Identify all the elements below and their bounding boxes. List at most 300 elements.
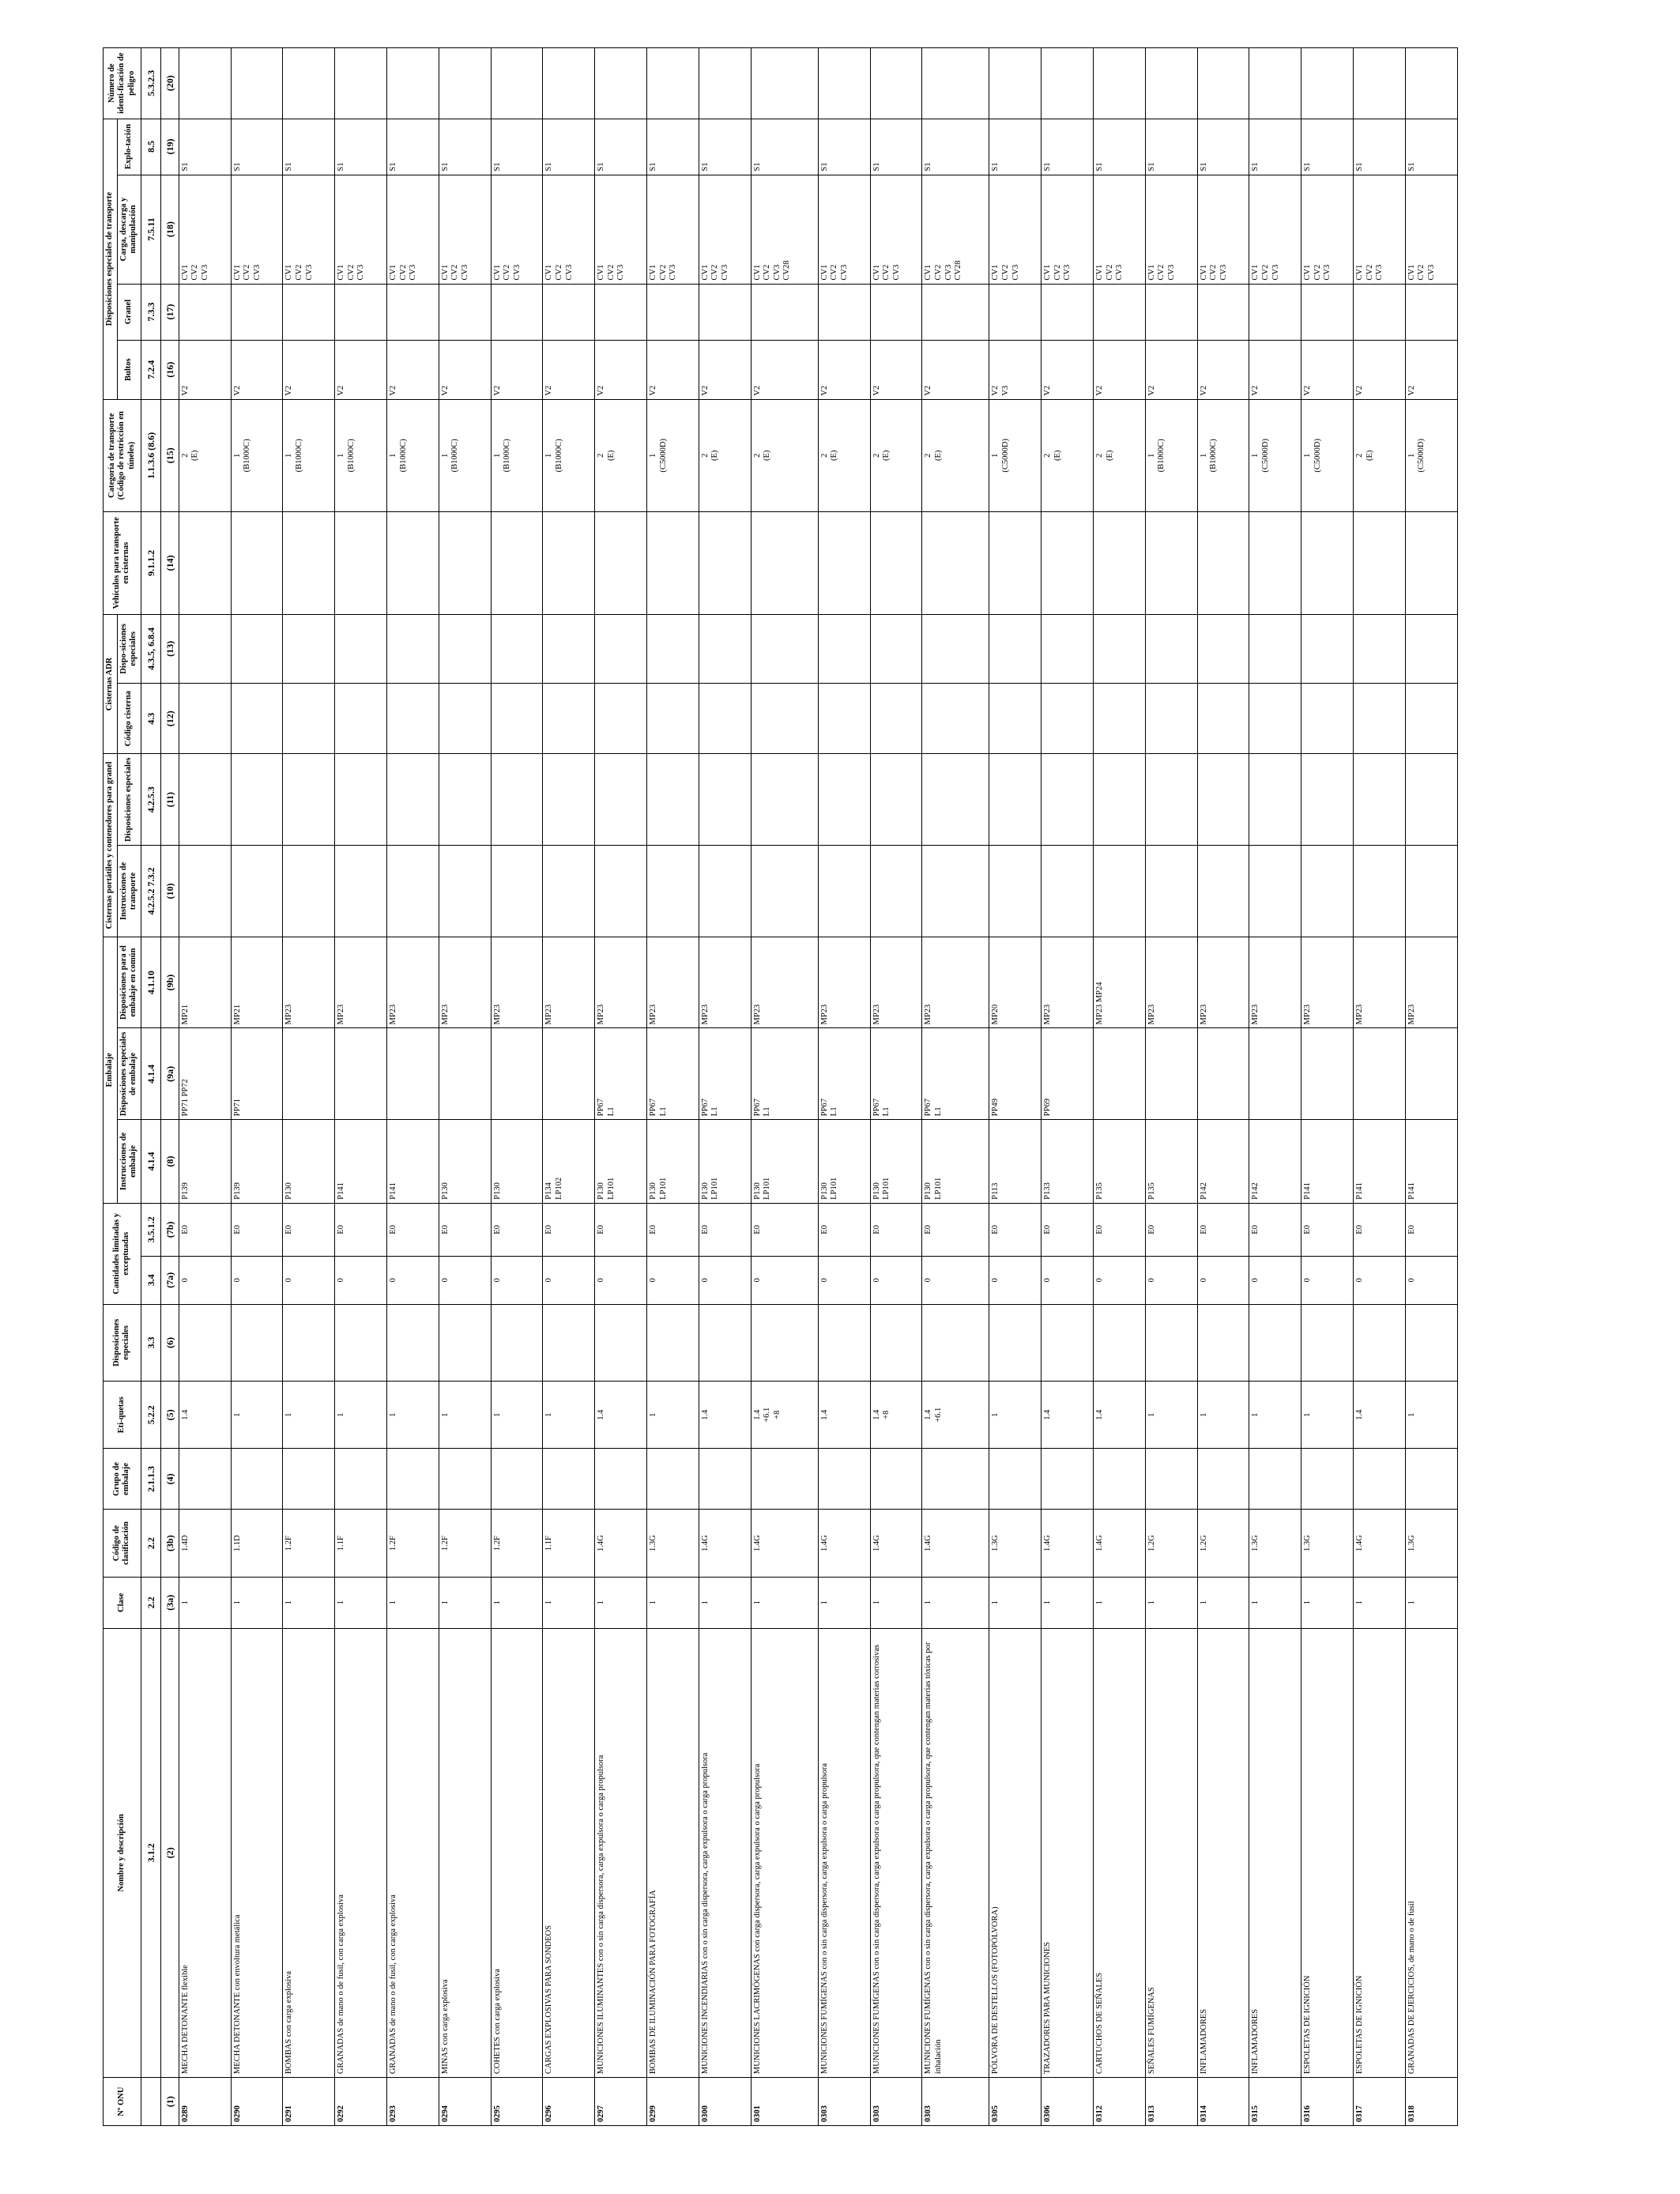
loading-provision-cell: CV1 CV2 CV3 bbox=[1249, 175, 1301, 284]
reference-cell: 4.1.4 bbox=[141, 1120, 160, 1204]
un-number-cell: 0306 bbox=[1042, 2078, 1094, 2126]
header-pt-special: Disposiciones especiales bbox=[117, 754, 141, 846]
class-code-cell: 1.4G bbox=[870, 1510, 922, 1577]
header-operation: Explo-tación bbox=[117, 119, 141, 175]
transport-category-cell: 1 (C5000D) bbox=[1405, 399, 1457, 511]
table-row bbox=[231, 48, 283, 2126]
mixed-packing-cell: MP23 bbox=[1354, 937, 1406, 1028]
labels-cell: 1.4 bbox=[595, 1382, 647, 1449]
un-number-cell: 0290 bbox=[231, 2078, 283, 2126]
column-number-cell: (15) bbox=[160, 399, 179, 511]
name-cell: TRAZADORES PARA MUNICIONES bbox=[1042, 1628, 1094, 2077]
special-provisions-cell bbox=[283, 1304, 335, 1381]
class-code-cell: 1.3G bbox=[646, 1510, 699, 1577]
vehicle-tank-cell bbox=[989, 511, 1042, 614]
vehicle-tank-cell bbox=[818, 511, 870, 614]
operation-provision-cell: S1 bbox=[1094, 119, 1146, 175]
reference-cell: 4.3.5, 6.8.4 bbox=[141, 614, 160, 683]
pt-instruction-cell bbox=[179, 846, 231, 937]
tank-special-cell bbox=[179, 614, 231, 683]
tank-code-cell bbox=[491, 684, 543, 754]
class-code-cell: 1.4G bbox=[1094, 1510, 1146, 1577]
un-number-cell: 0314 bbox=[1197, 2078, 1249, 2126]
packages-provision-cell: V2 bbox=[491, 340, 543, 399]
transport-category-cell: 2 (E) bbox=[922, 399, 989, 511]
packing-group-cell bbox=[386, 1449, 439, 1510]
operation-provision-cell: S1 bbox=[179, 119, 231, 175]
class-code-cell: 1.1D bbox=[231, 1510, 283, 1577]
labels-cell: 1.4 +8 bbox=[870, 1382, 922, 1449]
transport-category-cell: 1 (B1000C) bbox=[491, 399, 543, 511]
loading-provision-cell: CV1 CV2 CV3 bbox=[335, 175, 387, 284]
bulk-provision-cell bbox=[1145, 284, 1197, 340]
class-cell: 1 bbox=[335, 1577, 387, 1628]
transport-category-cell: 1 (B1000C) bbox=[1145, 399, 1197, 511]
class-cell: 1 bbox=[1354, 1577, 1406, 1628]
packing-special-cell bbox=[335, 1028, 387, 1120]
packing-special-cell: PP71 bbox=[231, 1028, 283, 1120]
pt-special-cell bbox=[699, 754, 751, 846]
header-pack-instructions: Instrucciones de embalaje bbox=[117, 1120, 141, 1204]
bulk-provision-cell bbox=[989, 284, 1042, 340]
loading-provision-cell: CV1 CV2 CV3 bbox=[491, 175, 543, 284]
table-row bbox=[1197, 48, 1249, 2126]
packing-instruction-cell: P130 LP101 bbox=[922, 1120, 989, 1204]
pt-special-cell bbox=[1042, 754, 1094, 846]
packing-instruction-cell: P113 bbox=[989, 1120, 1042, 1204]
packing-special-cell: PP67 L1 bbox=[699, 1028, 751, 1120]
excepted-qty-cell: E0 bbox=[1145, 1203, 1197, 1256]
un-number-cell: 0315 bbox=[1249, 2078, 1301, 2126]
transport-category-cell: 2 (E) bbox=[818, 399, 870, 511]
packing-instruction-cell: P130 LP101 bbox=[699, 1120, 751, 1204]
limited-qty-cell: 0 bbox=[386, 1256, 439, 1304]
column-number-cell: (17) bbox=[160, 284, 179, 340]
mixed-packing-cell: MP23 bbox=[491, 937, 543, 1028]
pt-instruction-cell bbox=[231, 846, 283, 937]
loading-provision-cell: CV1 CV2 CV3 bbox=[231, 175, 283, 284]
header-hazard-id: Número de identi-ficación de peligro bbox=[104, 48, 141, 119]
class-cell: 1 bbox=[699, 1577, 751, 1628]
vehicle-tank-cell bbox=[1145, 511, 1197, 614]
packing-group-cell bbox=[1042, 1449, 1094, 1510]
bulk-provision-cell bbox=[1249, 284, 1301, 340]
pt-instruction-cell bbox=[1405, 846, 1457, 937]
packing-special-cell bbox=[491, 1028, 543, 1120]
name-cell: CARGAS EXPLOSIVAS PARA SONDEOS bbox=[543, 1628, 595, 2077]
table-row bbox=[595, 48, 647, 2126]
class-code-cell: 1.1F bbox=[543, 1510, 595, 1577]
packing-group-cell bbox=[491, 1449, 543, 1510]
tank-code-cell bbox=[922, 684, 989, 754]
un-number-cell: 0296 bbox=[543, 2078, 595, 2126]
table-row bbox=[386, 48, 439, 2126]
column-number-cell: (6) bbox=[160, 1304, 179, 1381]
special-provisions-cell bbox=[543, 1304, 595, 1381]
pt-instruction-cell bbox=[646, 846, 699, 937]
header-tank-special: Dispo-siciones especiales bbox=[117, 614, 141, 683]
un-number-cell: 0293 bbox=[386, 2078, 439, 2126]
packing-instruction-cell: P130 bbox=[283, 1120, 335, 1204]
pt-instruction-cell bbox=[595, 846, 647, 937]
header-loading: Carga, descarga y manipulación bbox=[117, 175, 141, 284]
packing-group-cell bbox=[922, 1449, 989, 1510]
labels-cell: 1.4 bbox=[1042, 1382, 1094, 1449]
packages-provision-cell: V2 bbox=[1301, 340, 1354, 399]
tank-special-cell bbox=[595, 614, 647, 683]
name-cell: COHETES con carga explosiva bbox=[491, 1628, 543, 2077]
table-row bbox=[1354, 48, 1406, 2126]
bulk-provision-cell bbox=[595, 284, 647, 340]
limited-qty-cell: 0 bbox=[1042, 1256, 1094, 1304]
packing-special-cell bbox=[543, 1028, 595, 1120]
labels-cell: 1.4 bbox=[179, 1382, 231, 1449]
reference-cell: 8.5 bbox=[141, 119, 160, 175]
loading-provision-cell: CV1 CV2 CV3 bbox=[870, 175, 922, 284]
operation-provision-cell: S1 bbox=[646, 119, 699, 175]
mixed-packing-cell: MP21 bbox=[179, 937, 231, 1028]
table-row bbox=[1405, 48, 1457, 2126]
hazard-id-cell bbox=[439, 48, 491, 119]
excepted-qty-cell: E0 bbox=[699, 1203, 751, 1256]
name-cell: GRANADAS de mano o de fusil, con carga explosiva bbox=[386, 1628, 439, 2077]
column-number-cell: (4) bbox=[160, 1449, 179, 1510]
excepted-qty-cell: E0 bbox=[646, 1203, 699, 1256]
class-cell: 1 bbox=[922, 1577, 989, 1628]
un-number-cell: 0303 bbox=[922, 2078, 989, 2126]
pt-special-cell bbox=[283, 754, 335, 846]
class-code-cell: 1.4G bbox=[751, 1510, 818, 1577]
packing-group-cell bbox=[1301, 1449, 1354, 1510]
name-cell: SEÑALES FUMÍGENAS bbox=[1145, 1628, 1197, 2077]
transport-category-cell: 2 (E) bbox=[1094, 399, 1146, 511]
mixed-packing-cell: MP23 bbox=[699, 937, 751, 1028]
vehicle-tank-cell bbox=[922, 511, 989, 614]
column-number-cell: (18) bbox=[160, 175, 179, 284]
packing-instruction-cell: P130 LP101 bbox=[646, 1120, 699, 1204]
mixed-packing-cell: MP23 bbox=[1301, 937, 1354, 1028]
packages-provision-cell: V2 bbox=[751, 340, 818, 399]
special-provisions-cell bbox=[491, 1304, 543, 1381]
table-row bbox=[1145, 48, 1197, 2126]
column-number-cell: (13) bbox=[160, 614, 179, 683]
packing-special-cell: PP67 L1 bbox=[818, 1028, 870, 1120]
limited-qty-cell: 0 bbox=[1301, 1256, 1354, 1304]
vehicle-tank-cell bbox=[751, 511, 818, 614]
packing-group-cell bbox=[1249, 1449, 1301, 1510]
tank-special-cell bbox=[1249, 614, 1301, 683]
class-cell: 1 bbox=[179, 1577, 231, 1628]
pt-special-cell bbox=[1301, 754, 1354, 846]
tank-special-cell bbox=[646, 614, 699, 683]
labels-cell: 1.4 bbox=[818, 1382, 870, 1449]
limited-qty-cell: 0 bbox=[751, 1256, 818, 1304]
tank-special-cell bbox=[543, 614, 595, 683]
name-cell: ESPOLETAS DE IGNICIÓN bbox=[1301, 1628, 1354, 2077]
transport-category-cell: 1 (B1000C) bbox=[386, 399, 439, 511]
class-code-cell: 1.2G bbox=[1197, 1510, 1249, 1577]
operation-provision-cell: S1 bbox=[1405, 119, 1457, 175]
labels-cell: 1 bbox=[1405, 1382, 1457, 1449]
special-provisions-cell bbox=[231, 1304, 283, 1381]
tank-code-cell bbox=[439, 684, 491, 754]
vehicle-tank-cell bbox=[1094, 511, 1146, 614]
mixed-packing-cell: MP23 bbox=[543, 937, 595, 1028]
class-cell: 1 bbox=[1042, 1577, 1094, 1628]
transport-category-cell: 1 (B1000C) bbox=[335, 399, 387, 511]
pt-special-cell bbox=[646, 754, 699, 846]
class-cell: 1 bbox=[989, 1577, 1042, 1628]
header-transport-category: Categoría de transporte (Código de restricción en túneles) bbox=[104, 399, 141, 511]
un-number-cell: 0312 bbox=[1094, 2078, 1146, 2126]
vehicle-tank-cell bbox=[646, 511, 699, 614]
loading-provision-cell: CV1 CV2 CV3 CV28 bbox=[751, 175, 818, 284]
labels-cell: 1.4 bbox=[1094, 1382, 1146, 1449]
class-cell: 1 bbox=[231, 1577, 283, 1628]
tank-code-cell bbox=[1249, 684, 1301, 754]
excepted-qty-cell: E0 bbox=[179, 1203, 231, 1256]
packing-instruction-cell: P130 LP101 bbox=[595, 1120, 647, 1204]
header-limited-quantities: Cantidades limitadas y exceptuadas bbox=[104, 1203, 141, 1304]
class-cell: 1 bbox=[1405, 1577, 1457, 1628]
pt-instruction-cell bbox=[1094, 846, 1146, 937]
packing-special-cell bbox=[386, 1028, 439, 1120]
packages-provision-cell: V2 bbox=[699, 340, 751, 399]
special-provisions-cell bbox=[1145, 1304, 1197, 1381]
table-row bbox=[1301, 48, 1354, 2126]
special-provisions-cell bbox=[1354, 1304, 1406, 1381]
mixed-packing-cell: MP23 bbox=[1042, 937, 1094, 1028]
class-cell: 1 bbox=[386, 1577, 439, 1628]
reference-cell: 5.3.2.3 bbox=[141, 48, 160, 119]
packing-instruction-cell: P130 bbox=[491, 1120, 543, 1204]
packages-provision-cell: V2 bbox=[922, 340, 989, 399]
column-number-cell: (11) bbox=[160, 754, 179, 846]
packing-group-cell bbox=[543, 1449, 595, 1510]
reference-cell: 4.2.5.2 7.3.2 bbox=[141, 846, 160, 937]
packing-special-cell bbox=[1405, 1028, 1457, 1120]
hazard-id-cell bbox=[1249, 48, 1301, 119]
packing-special-cell: PP67 L1 bbox=[922, 1028, 989, 1120]
class-cell: 1 bbox=[439, 1577, 491, 1628]
labels-cell: 1 bbox=[646, 1382, 699, 1449]
pt-special-cell bbox=[922, 754, 989, 846]
name-cell: MUNICIONES FUMÍGENAS con o sin carga dispersora, carga expulsora o carga propulsora, que contengan materias tóxicas por inhalación bbox=[922, 1628, 989, 2077]
class-code-cell: 1.3G bbox=[1301, 1510, 1354, 1577]
un-number-cell: 0295 bbox=[491, 2078, 543, 2126]
hazard-id-cell bbox=[646, 48, 699, 119]
special-provisions-cell bbox=[179, 1304, 231, 1381]
limited-qty-cell: 0 bbox=[231, 1256, 283, 1304]
reference-cell bbox=[141, 2078, 160, 2126]
excepted-qty-cell: E0 bbox=[989, 1203, 1042, 1256]
reference-cell: 2.2 bbox=[141, 1577, 160, 1628]
class-code-cell: 1.2F bbox=[439, 1510, 491, 1577]
pt-special-cell bbox=[179, 754, 231, 846]
mixed-packing-cell: MP23 bbox=[386, 937, 439, 1028]
name-cell: MUNICIONES FUMÍGENAS con o sin carga dispersora, carga expulsora o carga propulsora bbox=[818, 1628, 870, 2077]
header-packages: Bultos bbox=[117, 340, 141, 399]
table-row bbox=[922, 48, 989, 2126]
column-number-cell: (9a) bbox=[160, 1028, 179, 1120]
table-row bbox=[646, 48, 699, 2126]
column-number-cell: (2) bbox=[160, 1628, 179, 2077]
excepted-qty-cell: E0 bbox=[283, 1203, 335, 1256]
mixed-packing-cell: MP23 bbox=[1145, 937, 1197, 1028]
hazard-id-cell bbox=[179, 48, 231, 119]
tank-special-cell bbox=[870, 614, 922, 683]
packages-provision-cell: V2 bbox=[1405, 340, 1457, 399]
class-cell: 1 bbox=[491, 1577, 543, 1628]
mixed-packing-cell: MP23 bbox=[335, 937, 387, 1028]
limited-qty-cell: 0 bbox=[1405, 1256, 1457, 1304]
pt-special-cell bbox=[1249, 754, 1301, 846]
operation-provision-cell: S1 bbox=[335, 119, 387, 175]
packing-instruction-cell: P130 bbox=[439, 1120, 491, 1204]
table-row bbox=[1042, 48, 1094, 2126]
column-number-cell: (3b) bbox=[160, 1510, 179, 1577]
operation-provision-cell: S1 bbox=[1145, 119, 1197, 175]
mixed-packing-cell: MP23 bbox=[818, 937, 870, 1028]
table-row bbox=[818, 48, 870, 2126]
table-row bbox=[439, 48, 491, 2126]
hazard-id-cell bbox=[1301, 48, 1354, 119]
packing-special-cell bbox=[1145, 1028, 1197, 1120]
mixed-packing-cell: MP23 MP24 bbox=[1094, 937, 1146, 1028]
packing-group-cell bbox=[1094, 1449, 1146, 1510]
pt-special-cell bbox=[231, 754, 283, 846]
packing-instruction-cell: P141 bbox=[1354, 1120, 1406, 1204]
bulk-provision-cell bbox=[439, 284, 491, 340]
packages-provision-cell: V2 bbox=[283, 340, 335, 399]
vehicle-tank-cell bbox=[386, 511, 439, 614]
limited-qty-cell: 0 bbox=[870, 1256, 922, 1304]
transport-category-cell: 2 (E) bbox=[1042, 399, 1094, 511]
header-pt-instructions: Instrucciones de transporte bbox=[117, 846, 141, 937]
pt-special-cell bbox=[595, 754, 647, 846]
class-code-cell: 1.2G bbox=[1145, 1510, 1197, 1577]
labels-cell: 1 bbox=[231, 1382, 283, 1449]
mixed-packing-cell: MP23 bbox=[646, 937, 699, 1028]
labels-cell: 1 bbox=[283, 1382, 335, 1449]
packing-group-cell bbox=[818, 1449, 870, 1510]
tank-code-cell bbox=[543, 684, 595, 754]
tank-code-cell bbox=[751, 684, 818, 754]
transport-category-cell: 1 (B1000C) bbox=[231, 399, 283, 511]
operation-provision-cell: S1 bbox=[543, 119, 595, 175]
vehicle-tank-cell bbox=[870, 511, 922, 614]
un-number-cell: 0289 bbox=[179, 2078, 231, 2126]
loading-provision-cell: CV1 CV2 CV3 bbox=[1301, 175, 1354, 284]
bulk-provision-cell bbox=[922, 284, 989, 340]
pt-instruction-cell bbox=[1354, 846, 1406, 937]
packages-provision-cell: V2 bbox=[543, 340, 595, 399]
vehicle-tank-cell bbox=[1249, 511, 1301, 614]
loading-provision-cell: CV1 CV2 CV3 bbox=[439, 175, 491, 284]
tank-special-cell bbox=[386, 614, 439, 683]
limited-qty-cell: 0 bbox=[1354, 1256, 1406, 1304]
hazard-id-cell bbox=[1354, 48, 1406, 119]
operation-provision-cell: S1 bbox=[870, 119, 922, 175]
reference-cell: 9.1.1.2 bbox=[141, 511, 160, 614]
operation-provision-cell: S1 bbox=[386, 119, 439, 175]
bulk-provision-cell bbox=[231, 284, 283, 340]
excepted-qty-cell: E0 bbox=[439, 1203, 491, 1256]
limited-qty-cell: 0 bbox=[646, 1256, 699, 1304]
bulk-provision-cell bbox=[646, 284, 699, 340]
packing-group-cell bbox=[646, 1449, 699, 1510]
hazard-id-cell bbox=[870, 48, 922, 119]
special-provisions-cell bbox=[386, 1304, 439, 1381]
labels-cell: 1 bbox=[1249, 1382, 1301, 1449]
excepted-qty-cell: E0 bbox=[1042, 1203, 1094, 1256]
tank-code-cell bbox=[870, 684, 922, 754]
operation-provision-cell: S1 bbox=[989, 119, 1042, 175]
pt-instruction-cell bbox=[1145, 846, 1197, 937]
loading-provision-cell: CV1 CV2 CV3 bbox=[179, 175, 231, 284]
column-number-cell: (12) bbox=[160, 684, 179, 754]
mixed-packing-cell: MP21 bbox=[231, 937, 283, 1028]
tank-special-cell bbox=[989, 614, 1042, 683]
packing-special-cell bbox=[1094, 1028, 1146, 1120]
vehicle-tank-cell bbox=[1197, 511, 1249, 614]
pt-special-cell bbox=[335, 754, 387, 846]
vehicle-tank-cell bbox=[231, 511, 283, 614]
un-number-cell: 0303 bbox=[818, 2078, 870, 2126]
packing-special-cell: PP71 PP72 bbox=[179, 1028, 231, 1120]
bulk-provision-cell bbox=[699, 284, 751, 340]
tank-special-cell bbox=[1405, 614, 1457, 683]
header-labels: Eti-quetas bbox=[104, 1382, 141, 1449]
transport-category-cell: 2 (E) bbox=[595, 399, 647, 511]
pt-instruction-cell bbox=[1042, 846, 1094, 937]
packing-group-cell bbox=[989, 1449, 1042, 1510]
packages-provision-cell: V2 bbox=[231, 340, 283, 399]
operation-provision-cell: S1 bbox=[751, 119, 818, 175]
operation-provision-cell: S1 bbox=[1042, 119, 1094, 175]
special-provisions-cell bbox=[595, 1304, 647, 1381]
column-number-cell: (19) bbox=[160, 119, 179, 175]
class-cell: 1 bbox=[646, 1577, 699, 1628]
tank-special-cell bbox=[922, 614, 989, 683]
packing-special-cell: PP67 L1 bbox=[870, 1028, 922, 1120]
reference-cell: 4.1.10 bbox=[141, 937, 160, 1028]
reference-cell: 5.2.2 bbox=[141, 1382, 160, 1449]
hazard-id-cell bbox=[231, 48, 283, 119]
special-provisions-cell bbox=[646, 1304, 699, 1381]
column-number-row bbox=[160, 48, 179, 2126]
packages-provision-cell: V2 bbox=[335, 340, 387, 399]
limited-qty-cell: 0 bbox=[922, 1256, 989, 1304]
pt-special-cell bbox=[1197, 754, 1249, 846]
excepted-qty-cell: E0 bbox=[1249, 1203, 1301, 1256]
tank-code-cell bbox=[179, 684, 231, 754]
class-cell: 1 bbox=[1145, 1577, 1197, 1628]
hazard-id-cell bbox=[595, 48, 647, 119]
tank-code-cell bbox=[1197, 684, 1249, 754]
class-code-cell: 1.1F bbox=[335, 1510, 387, 1577]
class-cell: 1 bbox=[1249, 1577, 1301, 1628]
labels-cell: 1 bbox=[439, 1382, 491, 1449]
packing-special-cell bbox=[1249, 1028, 1301, 1120]
name-cell: MINAS con carga explosiva bbox=[439, 1628, 491, 2077]
mixed-packing-cell: MP23 bbox=[283, 937, 335, 1028]
pt-instruction-cell bbox=[439, 846, 491, 937]
reference-cell: 1.1.3.6 (8.6) bbox=[141, 399, 160, 511]
table-row bbox=[335, 48, 387, 2126]
pt-special-cell bbox=[386, 754, 439, 846]
special-provisions-cell bbox=[1197, 1304, 1249, 1381]
